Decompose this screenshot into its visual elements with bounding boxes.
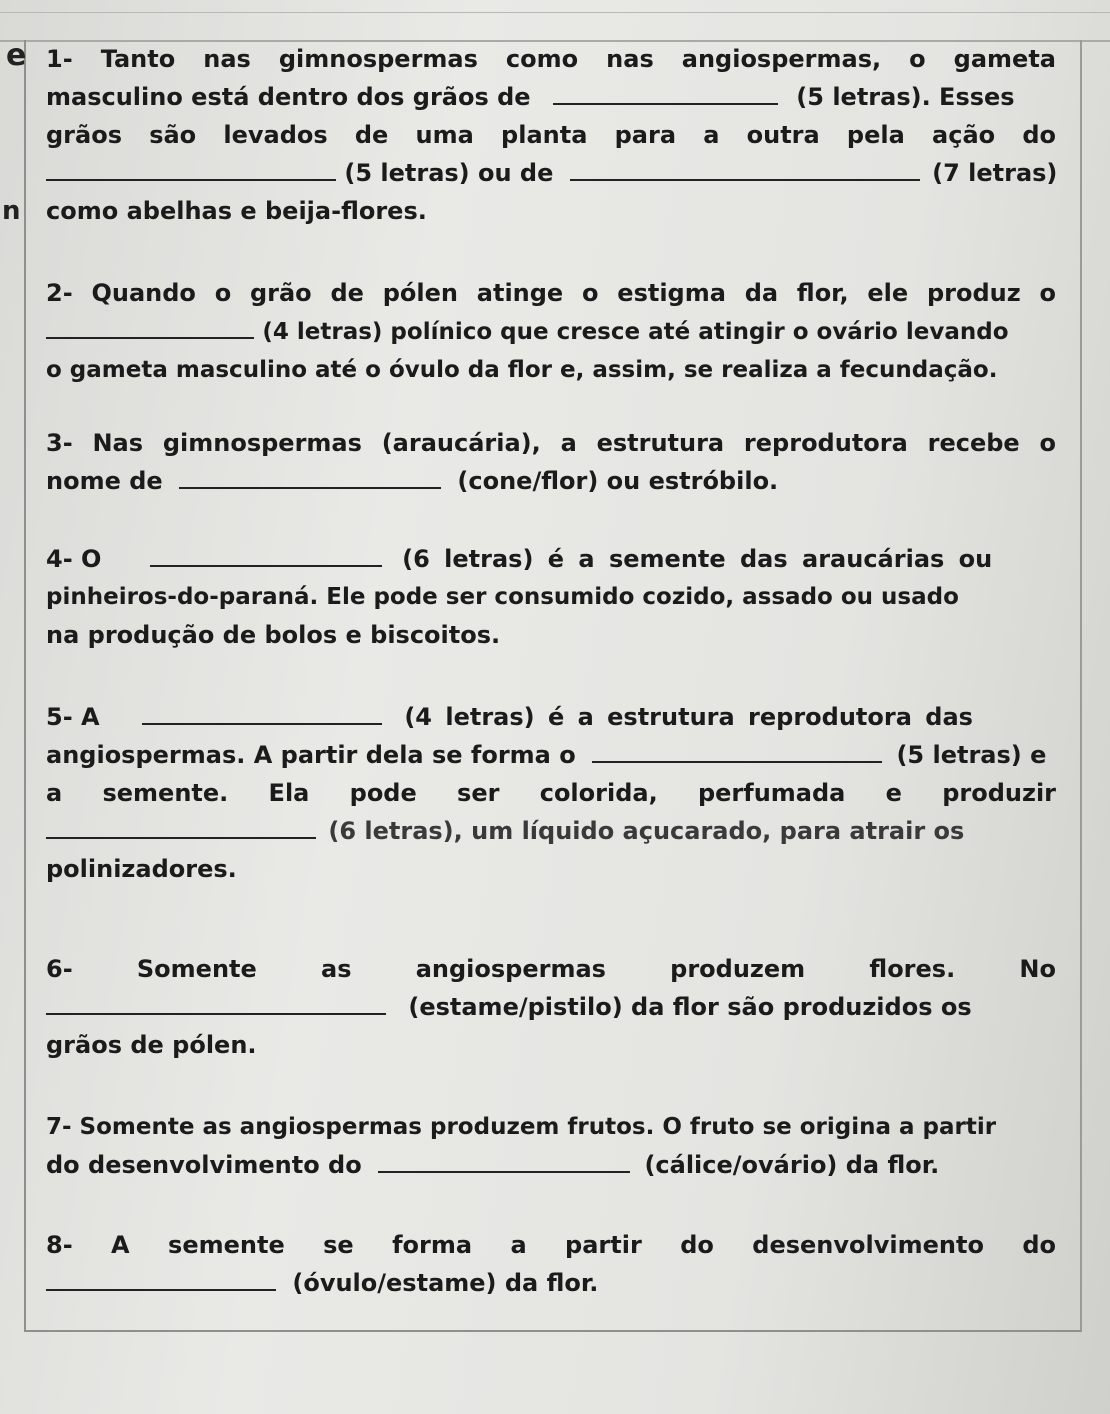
- answer-blank-5b[interactable]: [592, 739, 882, 763]
- question-1-line-5: como abelhas e beija-flores.: [46, 197, 427, 225]
- answer-blank-2[interactable]: [46, 315, 254, 339]
- answer-blank-1a[interactable]: [553, 81, 778, 105]
- question-5-hint: (5 letras) e: [896, 741, 1047, 769]
- question-4-text: (6 letras) é a semente das araucárias ou: [402, 545, 993, 573]
- top-border: [0, 0, 1110, 42]
- question-3-hint: (cone/flor) ou estróbilo.: [457, 467, 779, 495]
- question-2-line-3: o gameta masculino até o óvulo da flor e, assim, se realiza a fecundação.: [46, 357, 998, 383]
- question-5-text: 5- A: [46, 703, 100, 731]
- answer-blank-1c[interactable]: [570, 157, 920, 181]
- question-1-line-2: [46, 78, 1056, 116]
- question-3-line-1: 3- Nas gimnospermas (araucária), a estrutura reprodutora recebe o: [46, 429, 1056, 457]
- question-1-text: masculino está dentro dos grãos de: [46, 83, 531, 111]
- question-2: [46, 274, 1056, 389]
- question-3: [46, 424, 1056, 500]
- question-5-text: angiospermas. A partir dela se forma o: [46, 741, 576, 769]
- question-5-line-3: a semente. Ela pode ser colorida, perfumada e produzir: [46, 779, 1056, 807]
- answer-blank-8[interactable]: [46, 1267, 276, 1291]
- question-1-text: (5 letras) ou de: [344, 159, 554, 187]
- question-1: [46, 40, 1056, 230]
- question-5-text: (4 letras) é a estrutura reprodutora das: [404, 703, 973, 731]
- question-7-line-1: 7- Somente as angiospermas produzem frutos. O fruto se origina a partir: [46, 1114, 997, 1140]
- question-8-text: (óvulo/estame) da flor.: [292, 1269, 599, 1297]
- question-2-line-2: [46, 312, 1056, 351]
- question-4-text: 4- O: [46, 545, 102, 573]
- margin-letter-e: e: [6, 38, 27, 73]
- question-6-text: (estame/pistilo) da flor são produzidos os: [408, 993, 972, 1021]
- question-5-text: (6 letras), um líquido açucarado, para atrair os: [328, 817, 965, 845]
- answer-blank-5a[interactable]: [142, 701, 382, 725]
- answer-blank-7[interactable]: [378, 1149, 630, 1173]
- question-4-line-1: [46, 540, 1056, 578]
- answer-blank-4[interactable]: [150, 543, 382, 567]
- question-3-line-2: [46, 462, 1056, 500]
- question-1-line-4: [46, 154, 1056, 192]
- answer-blank-3[interactable]: [179, 465, 441, 489]
- question-1-line-1: 1- Tanto nas gimnospermas como nas angiospermas, o gameta: [46, 45, 1056, 73]
- answer-blank-1b[interactable]: [46, 157, 336, 181]
- question-7: [46, 1108, 1056, 1184]
- question-6-line-3: grãos de pólen.: [46, 1031, 257, 1059]
- question-7-hint: (cálice/ovário) da flor.: [644, 1151, 940, 1179]
- question-5-line-4: [46, 812, 1056, 850]
- answer-blank-5c[interactable]: [46, 815, 316, 839]
- question-4: [46, 540, 1056, 654]
- question-2-line-1: 2- Quando o grão de pólen atinge o estigma da flor, ele produz o: [46, 279, 1056, 307]
- answer-blank-6[interactable]: [46, 991, 386, 1015]
- question-5-line-1: [46, 698, 1056, 736]
- question-1-hint: (7 letras): [932, 159, 1058, 187]
- question-8-line-2: [46, 1264, 1056, 1302]
- question-5-line-2: [46, 736, 1056, 774]
- question-3-text: nome de: [46, 467, 163, 495]
- question-6-line-2: [46, 988, 1056, 1026]
- margin-letter-n: n: [2, 196, 21, 226]
- question-8: [46, 1226, 1056, 1302]
- question-5-line-5: polinizadores.: [46, 855, 237, 883]
- question-6-line-1: 6- Somente as angiospermas produzem flores. No: [46, 955, 1056, 983]
- question-1-hint: (5 letras). Esses: [796, 83, 1015, 111]
- question-7-text: do desenvolvimento do: [46, 1151, 362, 1179]
- question-4-line-2: pinheiros-do-paraná. Ele pode ser consumido cozido, assado ou usado: [46, 584, 959, 610]
- question-8-line-1: 8- A semente se forma a partir do desenvolvimento do: [46, 1231, 1056, 1259]
- question-1-line-3: grãos são levados de uma planta para a outra pela ação do: [46, 121, 1056, 149]
- question-7-line-2: [46, 1146, 1056, 1184]
- question-6: [46, 950, 1056, 1064]
- question-2-text: (4 letras) polínico que cresce até atingir o ovário levando: [262, 319, 1009, 345]
- question-5: [46, 698, 1056, 888]
- question-4-line-3: na produção de bolos e biscoitos.: [46, 621, 501, 649]
